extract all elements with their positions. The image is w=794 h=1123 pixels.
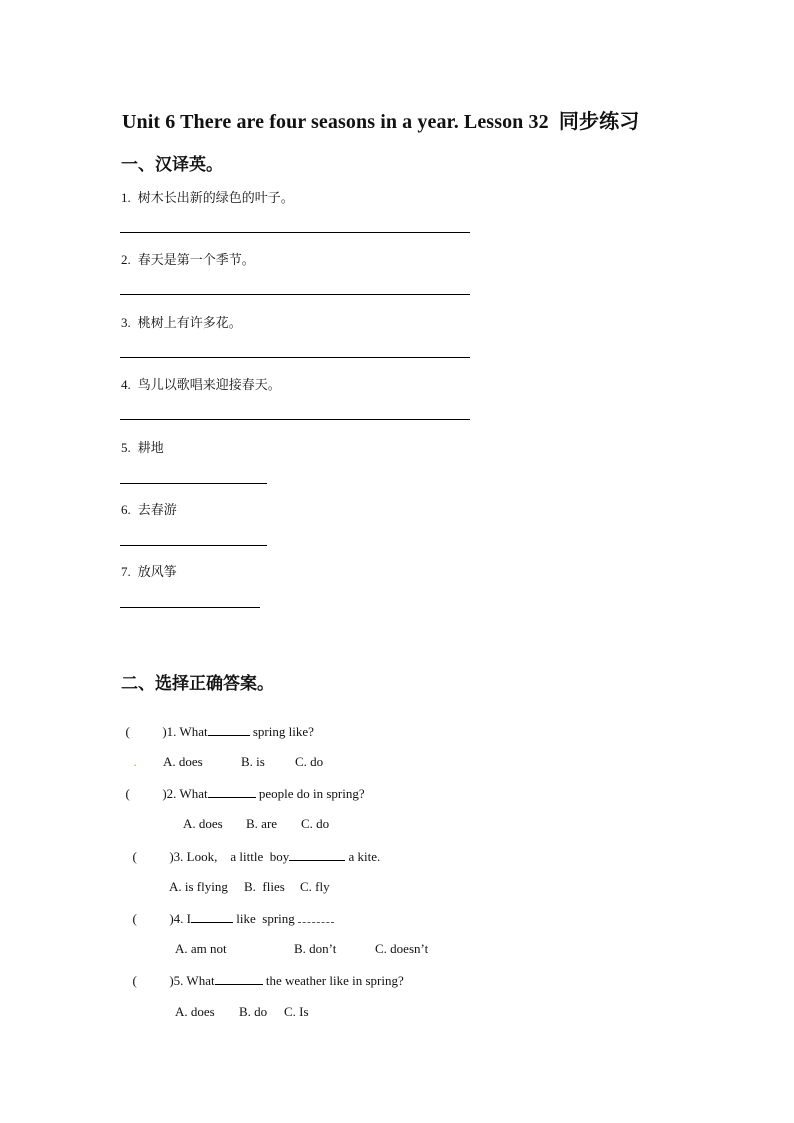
choice-question (126, 832, 380, 865)
question-stem-end: a kite. (345, 849, 381, 864)
option-a[interactable]: A. does (183, 816, 223, 831)
answer-paren[interactable]: ( ) (125, 724, 167, 739)
answer-paren[interactable]: ( ) (125, 786, 167, 801)
option-a[interactable]: A. am not (175, 941, 227, 956)
answer-line[interactable] (120, 545, 267, 546)
question-text: 放风筝 (137, 565, 177, 580)
answer-line[interactable] (120, 357, 470, 358)
question-stem-start: 1. What (166, 724, 208, 739)
answer-line[interactable] (120, 294, 470, 295)
question-item (121, 561, 177, 580)
question-stem-end: like spring (233, 911, 295, 926)
question-number: 6. (121, 502, 131, 517)
question-stem-start: 3. Look, a little boy (173, 849, 290, 864)
options-row (183, 800, 330, 832)
options-row (175, 988, 309, 1020)
fill-blank[interactable] (289, 848, 345, 861)
fill-blank[interactable] (208, 785, 256, 798)
answer-line[interactable] (120, 419, 470, 420)
answer-paren[interactable]: ( ) (132, 911, 174, 926)
option-a[interactable]: A. is flying (169, 879, 228, 894)
dotted-mark (298, 910, 334, 923)
answer-paren[interactable]: ( ) (132, 849, 174, 864)
answer-line[interactable] (120, 483, 267, 484)
option-c[interactable]: C. fly (300, 879, 330, 894)
question-stem-start: 4. I (173, 911, 192, 926)
question-item (121, 374, 281, 393)
page-title: Unit 6 There are four seasons in a year. Lesson 32 同步练习 (122, 111, 640, 133)
fill-blank[interactable] (208, 723, 250, 736)
options-row (169, 863, 330, 895)
bullet-marker: . (133, 754, 137, 769)
question-stem-end: the weather like in spring? (262, 973, 404, 988)
question-number: 2. (121, 252, 131, 267)
question-number: 5. (121, 440, 131, 455)
question-stem-start: 2. What (166, 786, 208, 801)
option-b[interactable]: B. do (239, 1004, 268, 1019)
option-b[interactable]: B. are (246, 816, 278, 831)
option-b[interactable]: B. don’t (294, 941, 337, 956)
fill-blank[interactable] (215, 972, 263, 985)
question-item (121, 499, 177, 518)
question-text: 春天是第一个季节。 (137, 253, 255, 268)
option-c[interactable]: C. Is (284, 1004, 309, 1019)
question-item (121, 312, 242, 331)
option-c[interactable]: C. do (301, 816, 330, 831)
question-stem-end: people do in spring? (255, 786, 365, 801)
option-a[interactable]: A. does (163, 754, 203, 769)
question-number: 4. (121, 377, 131, 392)
question-text: 鸟儿以歌唱来迎接春天。 (137, 378, 281, 393)
choice-question (119, 769, 365, 802)
section-heading-translate: 一、汉译英。 (121, 155, 223, 175)
question-text: 树木长出新的绿色的叶子。 (137, 191, 294, 206)
question-item (121, 187, 294, 206)
question-number: 3. (121, 315, 131, 330)
choice-question (126, 894, 334, 927)
question-item (121, 437, 164, 456)
answer-line[interactable] (120, 232, 470, 233)
question-text: 耕地 (137, 441, 164, 456)
question-number: 7. (121, 564, 131, 579)
question-text: 去春游 (137, 503, 177, 518)
choice-question (126, 956, 404, 989)
question-item (121, 249, 255, 268)
choice-question (119, 707, 314, 740)
question-number: 1. (121, 190, 131, 205)
options-row (127, 738, 324, 770)
option-c[interactable]: C. do (295, 754, 324, 769)
question-stem-start: 5. What (173, 973, 215, 988)
question-stem-end: spring like? (249, 724, 314, 739)
option-b[interactable]: B. flies (244, 879, 285, 894)
answer-line[interactable] (120, 607, 260, 608)
option-b[interactable]: B. is (241, 754, 265, 769)
question-text: 桃树上有许多花。 (137, 316, 242, 331)
option-a[interactable]: A. does (175, 1004, 215, 1019)
answer-paren[interactable]: ( ) (132, 973, 174, 988)
fill-blank[interactable] (191, 910, 233, 923)
options-row (175, 925, 429, 957)
section-heading-choice: 二、选择正确答案。 (121, 674, 274, 694)
option-c[interactable]: C. doesn’t (375, 941, 429, 956)
